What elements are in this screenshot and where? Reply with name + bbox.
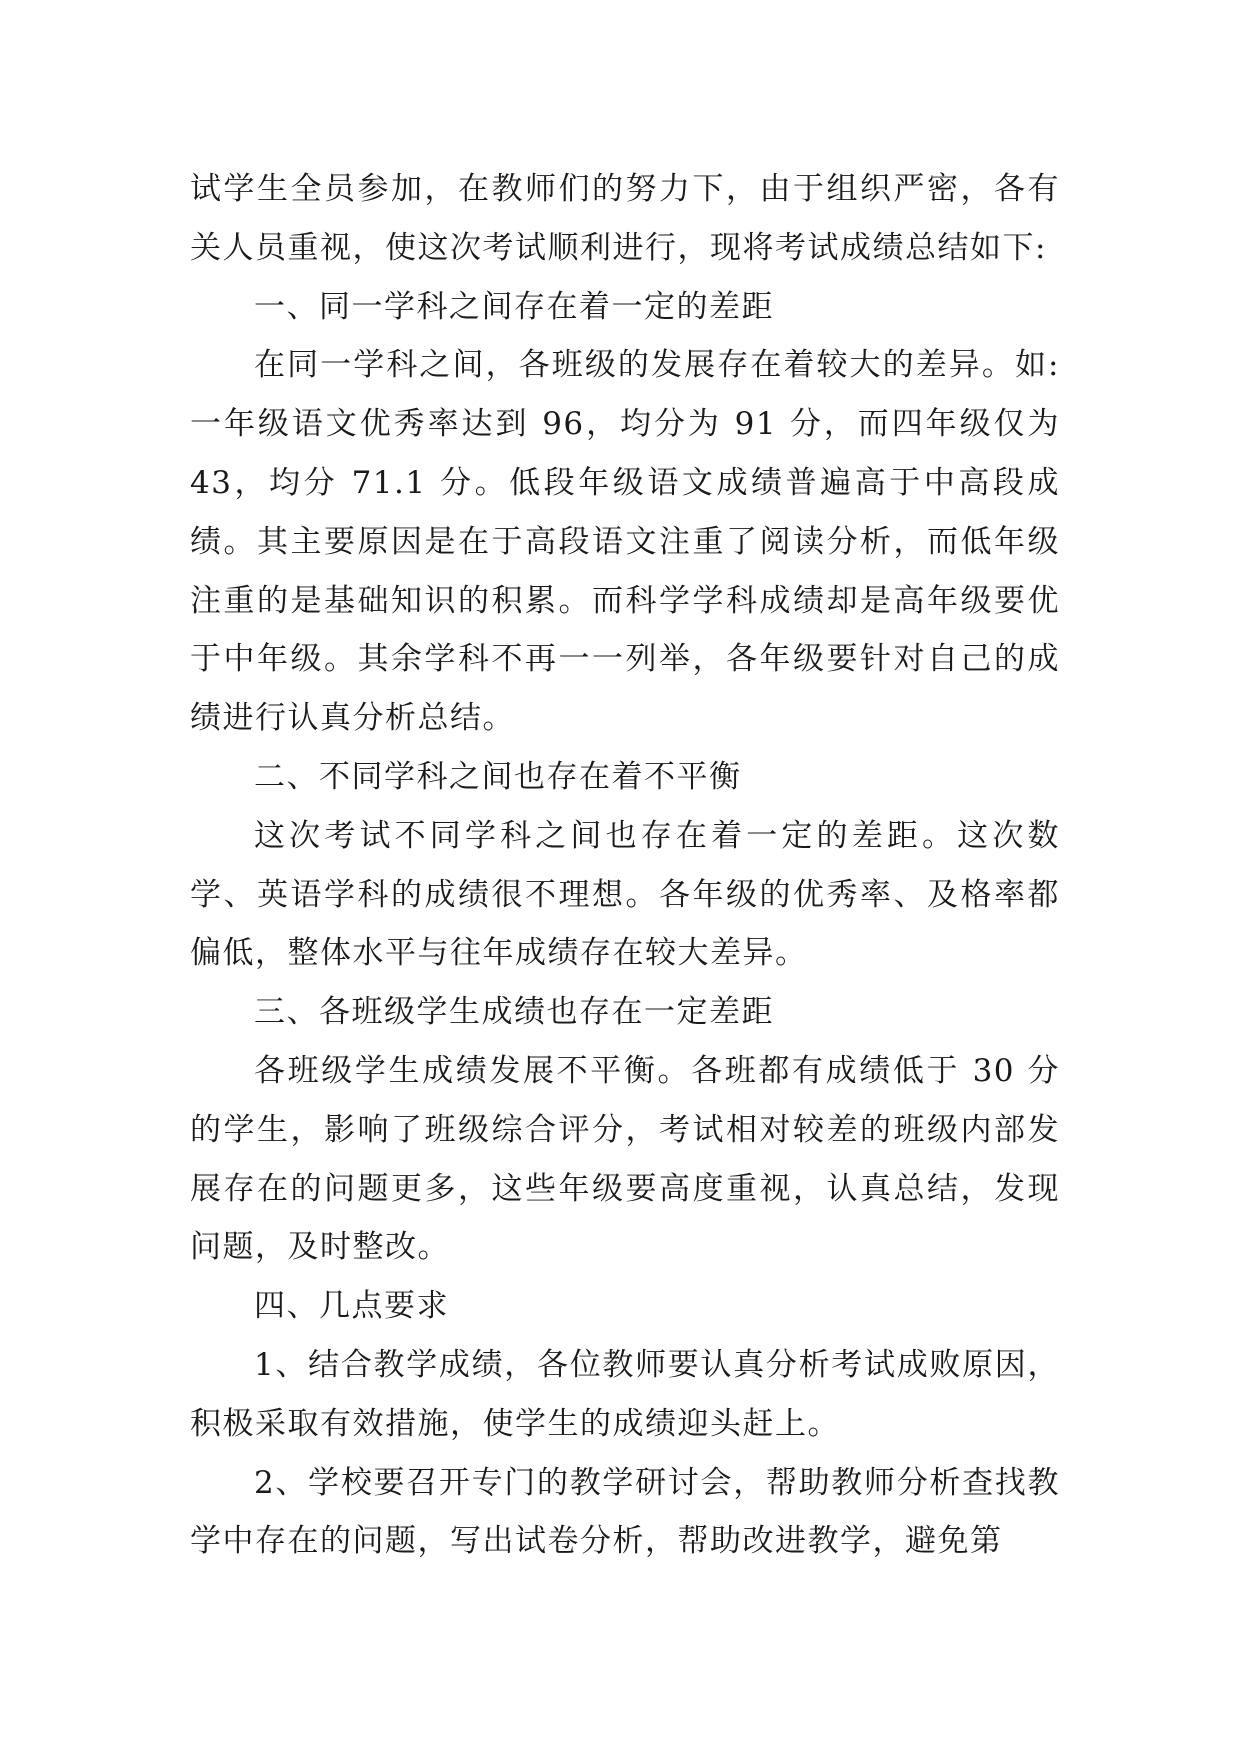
paragraph-section-3: 各班级学生成绩发展不平衡。各班都有成绩低于 30 分的学生，影响了班级综合评分，考试相对较差的班级内部发展存在的问题更多，这些年级要高度重视，认真总结，发现问题，及时整改。 [190, 1052, 1060, 1266]
heading-section-1: 一、同一学科之间存在着一定的差距 [254, 288, 774, 325]
heading-section-4: 四、几点要求 [254, 1288, 449, 1325]
heading-section-2: 二、不同学科之间也存在着不平衡 [254, 758, 742, 795]
paragraph-intro: 试学生全员参加，在教师们的努力下，由于组织严密，各有关人员重视，使这次考试顺利进行，现将考试成绩总结如下: [190, 171, 1060, 266]
document-body [190, 160, 1060, 1571]
requirement-item-2: 2、学校要召开专门的教学研讨会，帮助教师分析查找教学中存在的问题，写出试卷分析，帮助改进教学，避免第 [190, 1464, 1060, 1560]
heading-section-3: 三、各班级学生成绩也存在一定差距 [254, 994, 774, 1031]
requirement-item-1: 1、结合教学成绩，各位教师要认真分析考试成败原因，积极采取有效措施，使学生的成绩迎头赶上。 [190, 1346, 1060, 1442]
paragraph-section-1: 在同一学科之间，各班级的发展存在着较大的差异。如:一年级语文优秀率达到 96，均分为 91 分，而四年级仅为43，均分 71.1 分。低段年级语文成绩普遍高于中高段成绩。其主要原因是在于高段语文注重了阅读分析，而低年级注重的是基础知识的积累。而科学学科成绩却是高年级要优于中年级。其余学科不再一一列举，各年级要针对自己的成绩进行认真分析总结。 [190, 347, 1060, 737]
paragraph-section-2: 这次考试不同学科之间也存在着一定的差距。这次数学、英语学科的成绩很不理想。各年级的优秀率、及格率都偏低，整体水平与往年成绩存在较大差异。 [190, 817, 1060, 972]
